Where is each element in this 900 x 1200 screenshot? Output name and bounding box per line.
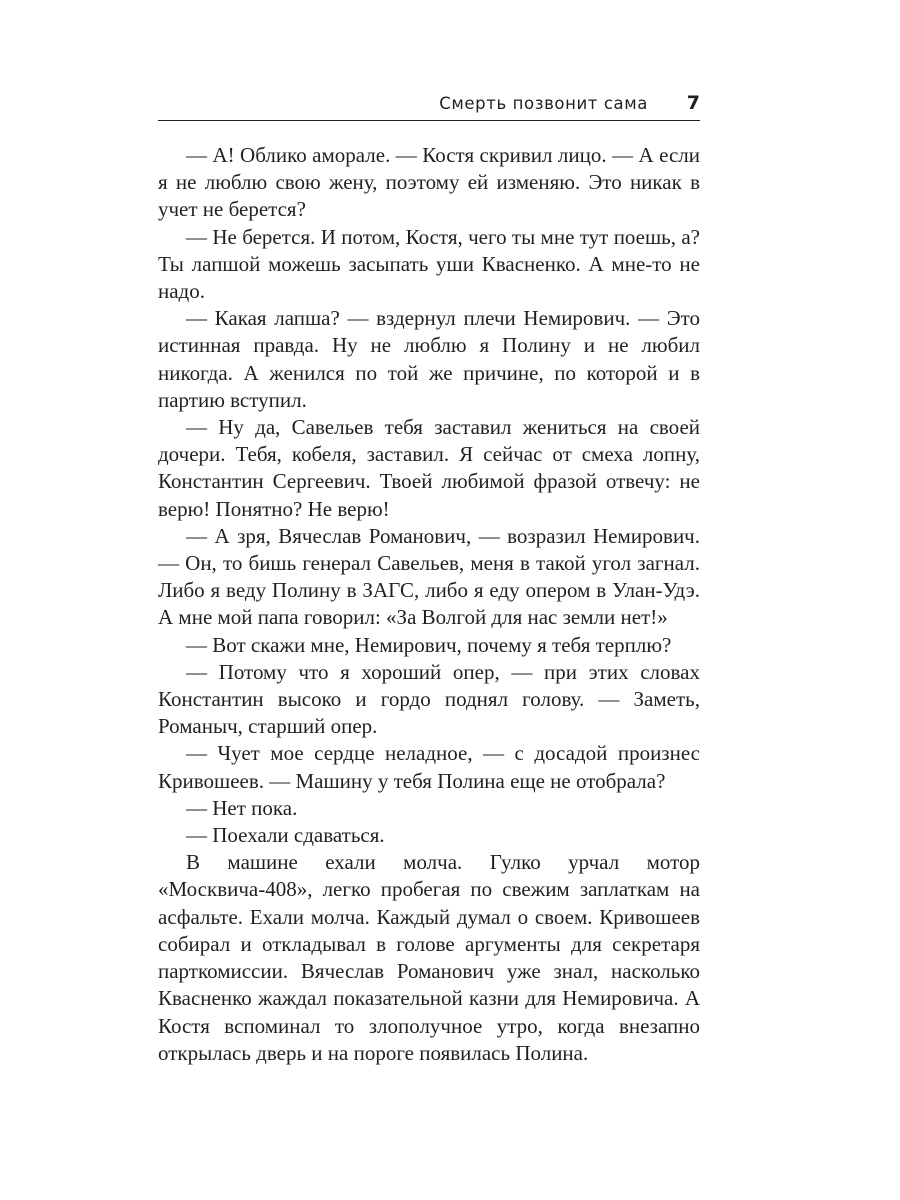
paragraph: — А! Облико аморале. — Костя скривил лицо. — А если я не люблю свою жену, поэтому ей изменяю. Это никак в учет не берется? [158, 143, 700, 222]
paragraph: — Какая лапша? — вздернул плечи Немирович. — Это истинная правда. Ну не люблю я Полину и не любил никогда. А женился по той же причине, по которой и в партию вступил. [158, 306, 700, 412]
running-title: Смерть позвонит сама [439, 94, 648, 113]
paragraph: — Вот скажи мне, Немирович, почему я тебя терплю? [186, 632, 672, 657]
paragraph: — А зря, Вячеслав Романович, — возразил Немирович. — Он, то бишь генерал Савельев, меня в такой угол загнал. Либо я веду Полину в ЗАГС, либо я еду опером в Улан-Удэ. А мне мой папа говорил: «За Волгой для нас земли нет!» [158, 523, 700, 630]
paragraph: — Поехали сдаваться. [186, 823, 385, 848]
body-text [158, 142, 700, 1067]
running-head [158, 92, 700, 121]
paragraph: — Не берется. И потом, Костя, чего ты мне тут поешь, а? Ты лапшой можешь засыпать уши Квасненко. А мне-то не надо. [158, 224, 700, 304]
paragraph: — Чует мое сердце неладное, — с досадой произнес Кривошеев. — Машину у тебя Полина еще не отобрала? [158, 741, 700, 793]
paragraph: — Ну да, Савельев тебя заставил жениться на своей дочери. Тебя, кобеля, заставил. Я сейчас от смеха лопну, Константин Сергеевич. Твоей любимой фразой отвечу: не верю! Понятно? Не верю! [158, 415, 700, 521]
page-number: 7 [686, 92, 700, 114]
paragraph: — Нет пока. [186, 795, 298, 820]
paragraph: — Потому что я хороший опер, — при этих словах Константин высоко и гордо поднял голову. — Заметь, Романыч, старший опер. [158, 659, 700, 739]
paragraph: В машине ехали молча. Гулко урчал мотор «Москвича-408», легко пробегая по свежим заплаткам на асфальте. Ехали молча. Каждый думал о своем. Кривошеев собирал и откладывал в голове аргументы для секретаря парткомиссии. Вячеслав Романович уже знал, насколько Квасненко жаждал показательной казни для Немировича. А Костя вспоминал то злополучное утро, когда внезапно открылась дверь и на пороге появилась Полина. [158, 850, 700, 1065]
